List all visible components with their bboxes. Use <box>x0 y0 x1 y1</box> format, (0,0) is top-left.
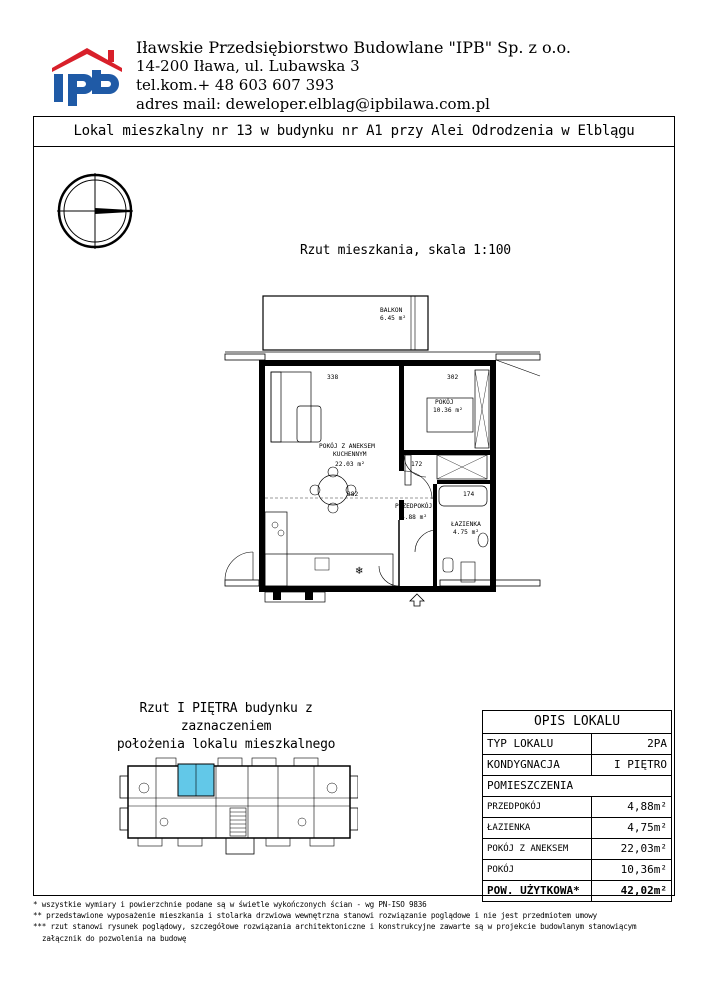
table-row <box>483 797 671 818</box>
dimension-5: 174 <box>463 491 475 498</box>
row-label: POW. UŻYTKOWA* <box>487 884 580 897</box>
footnote-2: ** przedstawione wyposażenie mieszkania i stolarka drzwiowa wewnętrzna stanowi rozwiązanie poglądowe i nie jest przedmiotem umowy <box>33 911 597 921</box>
plan-caption: Rzut mieszkania, skala 1:100 <box>300 243 511 258</box>
row-label: POKÓJ Z ANEKSEM <box>487 844 569 854</box>
footnote-3-continued: załącznik do pozwolenia na budowę <box>42 933 187 943</box>
row-value: 2PA <box>647 737 667 750</box>
dimension-3: 382 <box>347 491 359 498</box>
row-label: POMIESZCZENIA <box>487 779 574 792</box>
table-row <box>483 776 671 797</box>
table-row <box>483 818 671 839</box>
svg-text:❄: ❄ <box>355 566 364 577</box>
company-phone: tel.kom.+ 48 603 607 393 <box>136 76 335 94</box>
balcony-area: 6.45 m² <box>380 315 407 322</box>
row-label: KONDYGNACJA <box>487 758 560 771</box>
row-value: 4,75m² <box>627 821 667 834</box>
hall-label: PRZEDPOKÓJ <box>395 503 433 510</box>
company-info <box>136 38 571 114</box>
apartment-description-table <box>482 710 672 902</box>
header <box>48 38 668 113</box>
bedroom-label: POKÓJ <box>435 399 454 406</box>
dimension-4: 172 <box>411 461 423 468</box>
company-address: 14-200 Iława, ul. Lubawska 3 <box>136 57 360 75</box>
row-value: 4,88m² <box>627 800 667 813</box>
ipb-logo <box>48 46 126 106</box>
table-row <box>483 860 671 881</box>
row-label: TYP LOKALU <box>487 737 554 750</box>
floor-location-plan <box>118 748 358 858</box>
living-label-line1: POKÓJ Z ANEKSEM <box>319 443 375 450</box>
table-row <box>483 734 671 755</box>
row-value: I PIĘTRO <box>614 758 667 771</box>
floor-caption <box>96 700 356 754</box>
description-title: OPIS LOKALU <box>483 711 671 734</box>
bedroom-area: 10.36 m² <box>433 407 463 414</box>
company-email: adres mail: deweloper.elblag@ipbilawa.com.pl <box>136 95 490 113</box>
dimension-1: 338 <box>327 374 339 381</box>
table-row <box>483 839 671 860</box>
north-arrow-icon <box>55 171 135 251</box>
hall-area: 4.88 m² <box>401 514 428 521</box>
company-name: Iławskie Przedsiębiorstwo Budowlane "IPB" Sp. z o.o. <box>136 38 571 57</box>
footnote-1: * wszystkie wymiary i powierzchnie podane są w świetle wykończonych ścian - wg PN-ISO 9836 <box>33 900 427 909</box>
table-row <box>483 755 671 776</box>
row-value: 10,36m² <box>620 863 667 876</box>
apartment-plan <box>215 290 550 615</box>
living-area: 22.03 m² <box>335 461 365 468</box>
row-label: PRZEDPOKÓJ <box>487 802 542 812</box>
document-title: Lokal mieszkalny nr 13 w budynku nr A1 przy Alei Odrodzenia w Elblągu <box>34 117 674 147</box>
footnote-3: *** rzut stanowi rysunek poglądowy, szczegółowe rozwiązania architektoniczne i konstrukcyjne zawarte są w projekcie budowlanym stanowiącym <box>33 922 637 932</box>
row-value: 42,02m² <box>620 884 667 897</box>
table-row-total <box>483 881 671 901</box>
row-label: POKÓJ <box>487 865 515 875</box>
living-label-line2: KUCHENNYM <box>333 451 367 458</box>
dimension-2: 302 <box>447 374 459 381</box>
floor-caption-line2: położenia lokalu mieszkalnego <box>116 737 336 752</box>
floor-caption-line1: Rzut I PIĘTRA budynku z zaznaczeniem <box>139 701 313 734</box>
bathroom-area: 4.75 m² <box>453 529 480 536</box>
row-value: 22,03m² <box>620 842 667 855</box>
balcony-label: BALKON <box>380 307 403 314</box>
footnotes <box>33 899 673 944</box>
bathroom-label: ŁAZIENKA <box>451 521 481 528</box>
row-label: ŁAZIENKA <box>487 823 531 833</box>
